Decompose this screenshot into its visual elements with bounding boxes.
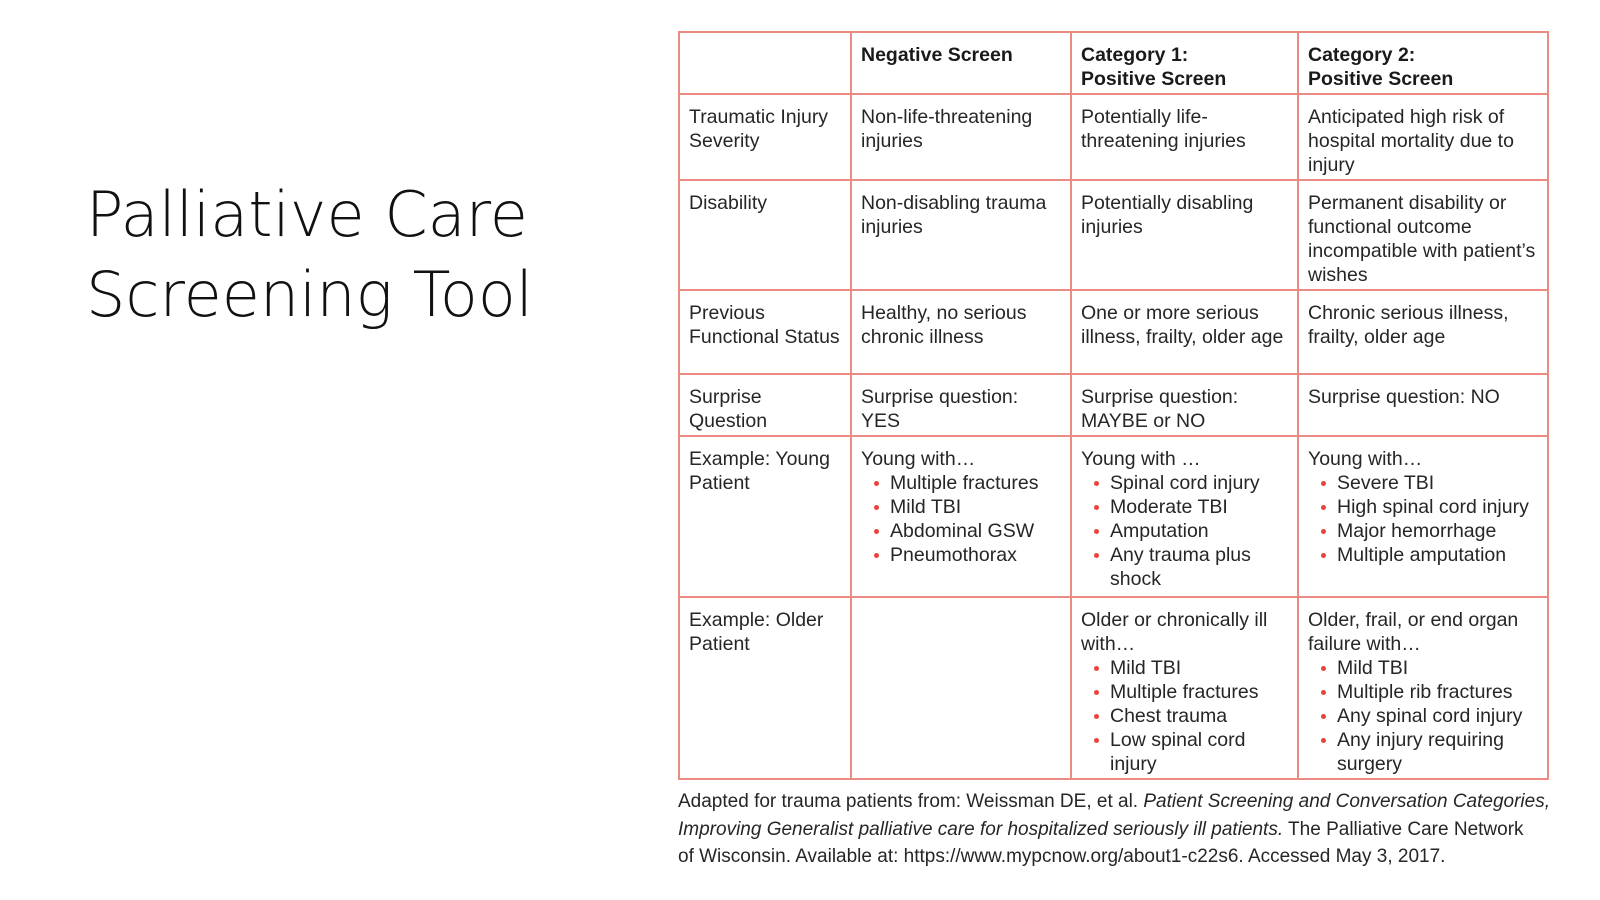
list-item: Multiple fractures [1092,680,1288,704]
header-category-1 [1071,32,1298,94]
older-category-1-list [1081,656,1288,776]
disability-category-2-cell: Permanent disability or functional outcome incompatible with patient’s wishes [1298,180,1548,290]
young-category-2-cell [1298,436,1548,597]
list-item: Multiple amputation [1319,543,1538,567]
functional-category-1-cell: One or more serious illness, frailty, older age [1071,290,1298,374]
citation-line-1 [678,788,1598,816]
surprise-category-1-cell: Surprise question: MAYBE or NO [1071,374,1298,436]
young-negative-cell [851,436,1071,597]
severity-category-1-cell: Potentially life-threatening injuries [1071,94,1298,180]
row-label-functional-status: Previous Functional Status [679,290,851,374]
table-row-functional-status [679,290,1548,374]
slide-title-line-1: Palliative Care [86,178,528,251]
citation-prefix: Adapted for trauma patients from: Weissman DE, et al. [678,791,1144,812]
disability-category-1-cell: Potentially disabling injuries [1071,180,1298,290]
functional-category-2-cell: Chronic serious illness, frailty, older age [1298,290,1548,374]
severity-category-2-cell: Anticipated high risk of hospital mortality due to injury [1298,94,1548,180]
young-category-2-list [1308,471,1538,567]
citation-publisher: The Palliative Care Network [1283,818,1524,840]
list-item: Severe TBI [1319,471,1538,495]
list-item: Mild TBI [1319,656,1538,680]
citation [678,788,1598,871]
header-category-1-subtitle: Positive Screen [1081,68,1227,90]
list-item: Any injury requiring surgery [1319,728,1538,776]
table-row-surprise-question [679,374,1548,436]
table-row-young-patient [679,436,1548,597]
surprise-category-2-cell: Surprise question: NO [1298,374,1548,436]
slide-title-line-2: Screening Tool [86,258,534,331]
surprise-negative-cell: Surprise question: YES [851,374,1071,436]
list-item: Any trauma plus shock [1092,543,1288,591]
young-category-2-intro: Young with… [1308,448,1423,470]
row-label-injury-severity: Traumatic Injury Severity [679,94,851,180]
young-category-1-cell [1071,436,1298,597]
header-category-2-subtitle: Positive Screen [1308,68,1454,90]
young-negative-intro: Young with… [861,448,976,470]
header-category-2 [1298,32,1548,94]
row-label-young-patient: Example: Young Patient [679,436,851,597]
row-label-disability: Disability [679,180,851,290]
list-item: Abdominal GSW [872,519,1061,543]
header-category-2-title: Category 2: [1308,44,1416,66]
list-item: Mild TBI [1092,656,1288,680]
list-item: Multiple rib fractures [1319,680,1538,704]
older-category-2-list [1308,656,1538,776]
older-category-1-intro: Older or chronically ill with… [1081,609,1268,655]
header-blank-cell [679,32,851,94]
list-item: Mild TBI [872,495,1061,519]
list-item: Spinal cord injury [1092,471,1288,495]
older-category-2-intro: Older, frail, or end organ failure with… [1308,609,1519,655]
citation-title: Patient Screening and Conversation Categories, [1143,791,1550,812]
list-item: Amputation [1092,519,1288,543]
list-item: Multiple fractures [872,471,1061,495]
older-category-1-cell [1071,597,1298,779]
citation-subtitle: Improving Generalist palliative care for hospitalized seriously ill patients. [678,818,1284,840]
table-row-older-patient [679,597,1548,779]
list-item: Chest trauma [1092,704,1288,728]
young-negative-list [861,471,1061,567]
list-item: Any spinal cord injury [1319,704,1538,728]
young-category-1-list [1081,471,1288,591]
row-label-older-patient: Example: Older Patient [679,597,851,779]
older-negative-cell [851,597,1071,779]
list-item: Low spinal cord injury [1092,728,1288,776]
row-label-surprise-question: Surprise Question [679,374,851,436]
functional-negative-cell: Healthy, no serious chronic illness [851,290,1071,374]
citation-line-3: of Wisconsin. Available at: https://www.mypcnow.org/about1-c22s6. Accessed May 3, 2017. [678,846,1446,867]
list-item: Pneumothorax [872,543,1061,567]
table-row-disability [679,180,1548,290]
young-category-1-intro: Young with … [1081,448,1201,470]
citation-line-2 [678,816,1598,844]
header-negative-screen: Negative Screen [851,32,1071,94]
severity-negative-cell: Non-life-threatening injuries [851,94,1071,180]
table-header-row [679,32,1548,94]
table-row-injury-severity [679,94,1548,180]
older-category-2-cell [1298,597,1548,779]
disability-negative-cell: Non-disabling trauma injuries [851,180,1071,290]
list-item: High spinal cord injury [1319,495,1538,519]
list-item: Major hemorrhage [1319,519,1538,543]
slide-title [86,175,646,335]
list-item: Moderate TBI [1092,495,1288,519]
header-category-1-title: Category 1: [1081,44,1189,66]
screening-table [678,31,1549,780]
